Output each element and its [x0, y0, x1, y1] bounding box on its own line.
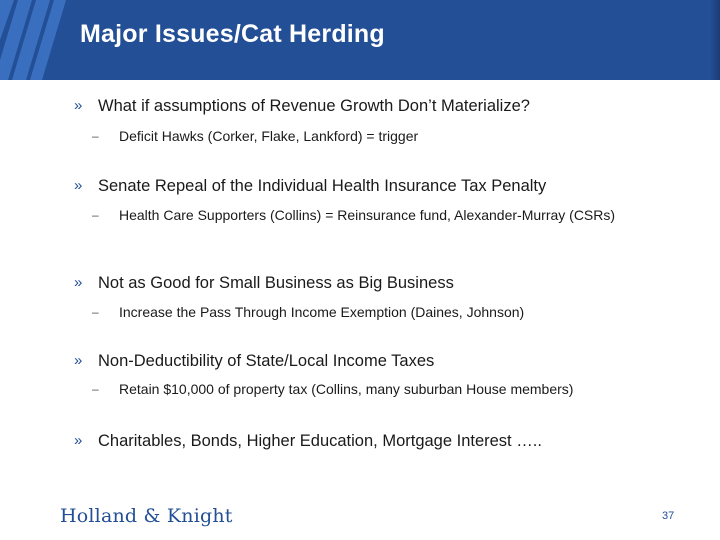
bullet-text: Senate Repeal of the Individual Health Insurance Tax Penalty: [98, 177, 547, 195]
sub-bullet-text: Health Care Supporters (Collins) = Reinsurance fund, Alexander-Murray (CSRs): [119, 207, 616, 223]
slide-title: Major Issues/Cat Herding: [80, 20, 385, 48]
bullet-marker: »: [74, 177, 83, 194]
sub-bullet-text: Deficit Hawks (Corker, Flake, Lankford) = trigger: [119, 128, 419, 144]
bullet-marker: »: [74, 432, 83, 449]
page-number: 37: [662, 510, 675, 522]
bullet-text: Not as Good for Small Business as Big Business: [98, 274, 454, 292]
sub-bullet-dash: –: [92, 305, 99, 319]
sub-bullet-text: Retain $10,000 of property tax (Collins, many suburban House members): [119, 381, 574, 397]
sub-bullet-dash: –: [92, 382, 99, 396]
bullet-text: Charitables, Bonds, Higher Education, Mortgage Interest …..: [98, 432, 542, 450]
bullet-text: Non-Deductibility of State/Local Income Taxes: [98, 352, 435, 370]
bullet-marker: »: [74, 97, 83, 114]
bullet-marker: »: [74, 274, 83, 291]
holland-knight-logo: Holland & Knight: [60, 505, 233, 527]
bullet-marker: »: [74, 352, 83, 369]
header-edge-decoration: [710, 0, 720, 80]
sub-bullet-dash: –: [92, 129, 99, 143]
sub-bullet-dash: –: [92, 208, 99, 222]
bullet-text: What if assumptions of Revenue Growth Don’t Materialize?: [98, 97, 530, 115]
sub-bullet-text: Increase the Pass Through Income Exemption (Daines, Johnson): [119, 304, 525, 320]
title-bar: [0, 0, 720, 80]
